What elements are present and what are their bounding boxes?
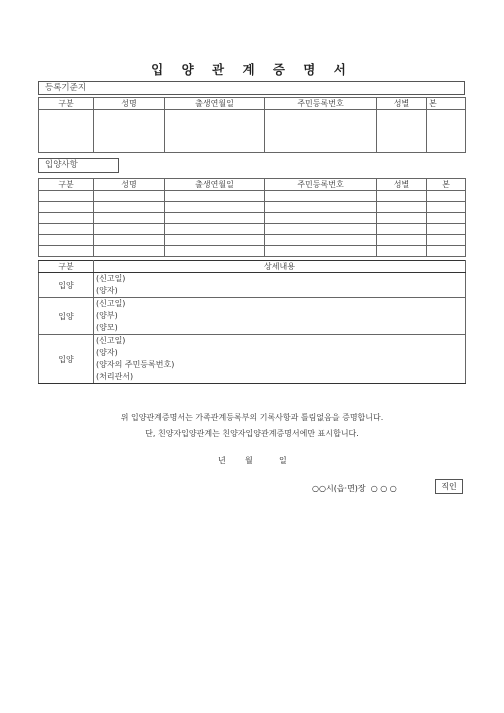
- table-cell[interactable]: [39, 191, 94, 202]
- document-title: 입 양 관 계 증 명 서: [151, 62, 353, 77]
- table-cell[interactable]: [427, 110, 466, 153]
- detail-row: [39, 273, 466, 298]
- table-cell[interactable]: [265, 110, 377, 153]
- date-month: 월: [245, 456, 253, 465]
- table-cell[interactable]: [265, 191, 377, 202]
- registry-label: 등록기준지: [45, 83, 87, 93]
- seal-box: [435, 479, 463, 494]
- detail-content[interactable]: [94, 273, 466, 298]
- adoption-label: 입양사항: [45, 160, 78, 170]
- detail-row: [39, 298, 466, 335]
- table-cell[interactable]: [165, 246, 265, 257]
- detail-line: (양자): [96, 286, 118, 295]
- detail-line: (신고일): [96, 336, 126, 345]
- table-cell[interactable]: [377, 191, 427, 202]
- table-cell[interactable]: [427, 235, 466, 246]
- detail-content[interactable]: [94, 298, 466, 335]
- certification-line-1: 위 입양관계증명서는 가족관계등록부의 기록사항과 틀림없음을 증명합니다.: [120, 413, 384, 422]
- col-header: 주민등록번호: [265, 98, 377, 110]
- seal-label: 직인: [441, 482, 457, 491]
- table-cell[interactable]: [39, 202, 94, 213]
- table-row: [39, 235, 466, 246]
- table-cell[interactable]: [165, 224, 265, 235]
- detail-category: 입양: [39, 273, 94, 298]
- detail-line: (양자의 주민등록번호): [96, 360, 175, 369]
- table-cell[interactable]: [377, 110, 427, 153]
- adoption-table: [38, 178, 466, 257]
- detail-line: (양자): [96, 348, 118, 357]
- detail-category: 입양: [39, 298, 94, 335]
- table-cell[interactable]: [377, 246, 427, 257]
- date-day: 일: [279, 456, 287, 465]
- detail-line: (신고일): [96, 299, 126, 308]
- table-cell[interactable]: [377, 213, 427, 224]
- table-row: [39, 246, 466, 257]
- detail-table: [38, 260, 466, 384]
- table-cell[interactable]: [94, 235, 165, 246]
- detail-line: (양모): [96, 323, 118, 332]
- table-cell[interactable]: [94, 213, 165, 224]
- table-cell[interactable]: [265, 224, 377, 235]
- table-cell[interactable]: [94, 110, 165, 153]
- col-header: 구분: [39, 261, 94, 273]
- table-cell[interactable]: [265, 246, 377, 257]
- table-row: [39, 202, 466, 213]
- registry-header-row: [39, 98, 466, 110]
- table-cell[interactable]: [39, 224, 94, 235]
- col-header: 성명: [94, 98, 165, 110]
- table-cell[interactable]: [39, 246, 94, 257]
- date-year: 년: [218, 456, 226, 465]
- table-cell[interactable]: [427, 213, 466, 224]
- table-row: [39, 191, 466, 202]
- registry-empty-row: [39, 110, 466, 153]
- detail-line: (신고일): [96, 274, 126, 283]
- detail-category: 입양: [39, 335, 94, 384]
- detail-line: (처리관서): [96, 372, 134, 381]
- table-cell[interactable]: [377, 202, 427, 213]
- table-cell[interactable]: [94, 246, 165, 257]
- col-header: 성별: [377, 98, 427, 110]
- table-cell[interactable]: [165, 110, 265, 153]
- issuer-name: ○○시(읍·면)장 ○ ○ ○: [312, 484, 397, 493]
- detail-line: (양부): [96, 311, 118, 320]
- table-cell[interactable]: [427, 246, 466, 257]
- col-header: 본: [427, 179, 466, 191]
- table-cell[interactable]: [377, 224, 427, 235]
- col-header: 출생연월일: [165, 98, 265, 110]
- col-header: 상세내용: [94, 261, 466, 273]
- table-cell[interactable]: [39, 110, 94, 153]
- detail-header-row: [39, 261, 466, 273]
- table-cell[interactable]: [377, 235, 427, 246]
- table-cell[interactable]: [165, 191, 265, 202]
- col-header: 구분: [39, 98, 94, 110]
- adoption-label-box: [38, 158, 119, 173]
- detail-content[interactable]: [94, 335, 466, 384]
- col-header: 성별: [377, 179, 427, 191]
- table-cell[interactable]: [165, 235, 265, 246]
- detail-row: [39, 335, 466, 384]
- table-cell[interactable]: [165, 202, 265, 213]
- col-header: 본: [427, 98, 466, 110]
- table-cell[interactable]: [427, 202, 466, 213]
- adoption-header-row: [39, 179, 466, 191]
- table-cell[interactable]: [39, 235, 94, 246]
- table-cell[interactable]: [94, 224, 165, 235]
- table-row: [39, 213, 466, 224]
- table-row: [39, 224, 466, 235]
- table-cell[interactable]: [265, 202, 377, 213]
- col-header: 주민등록번호: [265, 179, 377, 191]
- certification-line-2: 단, 친양자입양관계는 친양자입양관계증명서에만 표시합니다.: [145, 429, 359, 438]
- table-cell[interactable]: [94, 202, 165, 213]
- col-header: 출생연월일: [165, 179, 265, 191]
- table-cell[interactable]: [94, 191, 165, 202]
- table-cell[interactable]: [39, 213, 94, 224]
- table-cell[interactable]: [427, 191, 466, 202]
- table-cell[interactable]: [265, 235, 377, 246]
- table-cell[interactable]: [265, 213, 377, 224]
- table-cell[interactable]: [165, 213, 265, 224]
- col-header: 성명: [94, 179, 165, 191]
- registry-table: [38, 97, 466, 153]
- col-header: 구분: [39, 179, 94, 191]
- table-cell[interactable]: [427, 224, 466, 235]
- registry-label-box: [38, 81, 465, 95]
